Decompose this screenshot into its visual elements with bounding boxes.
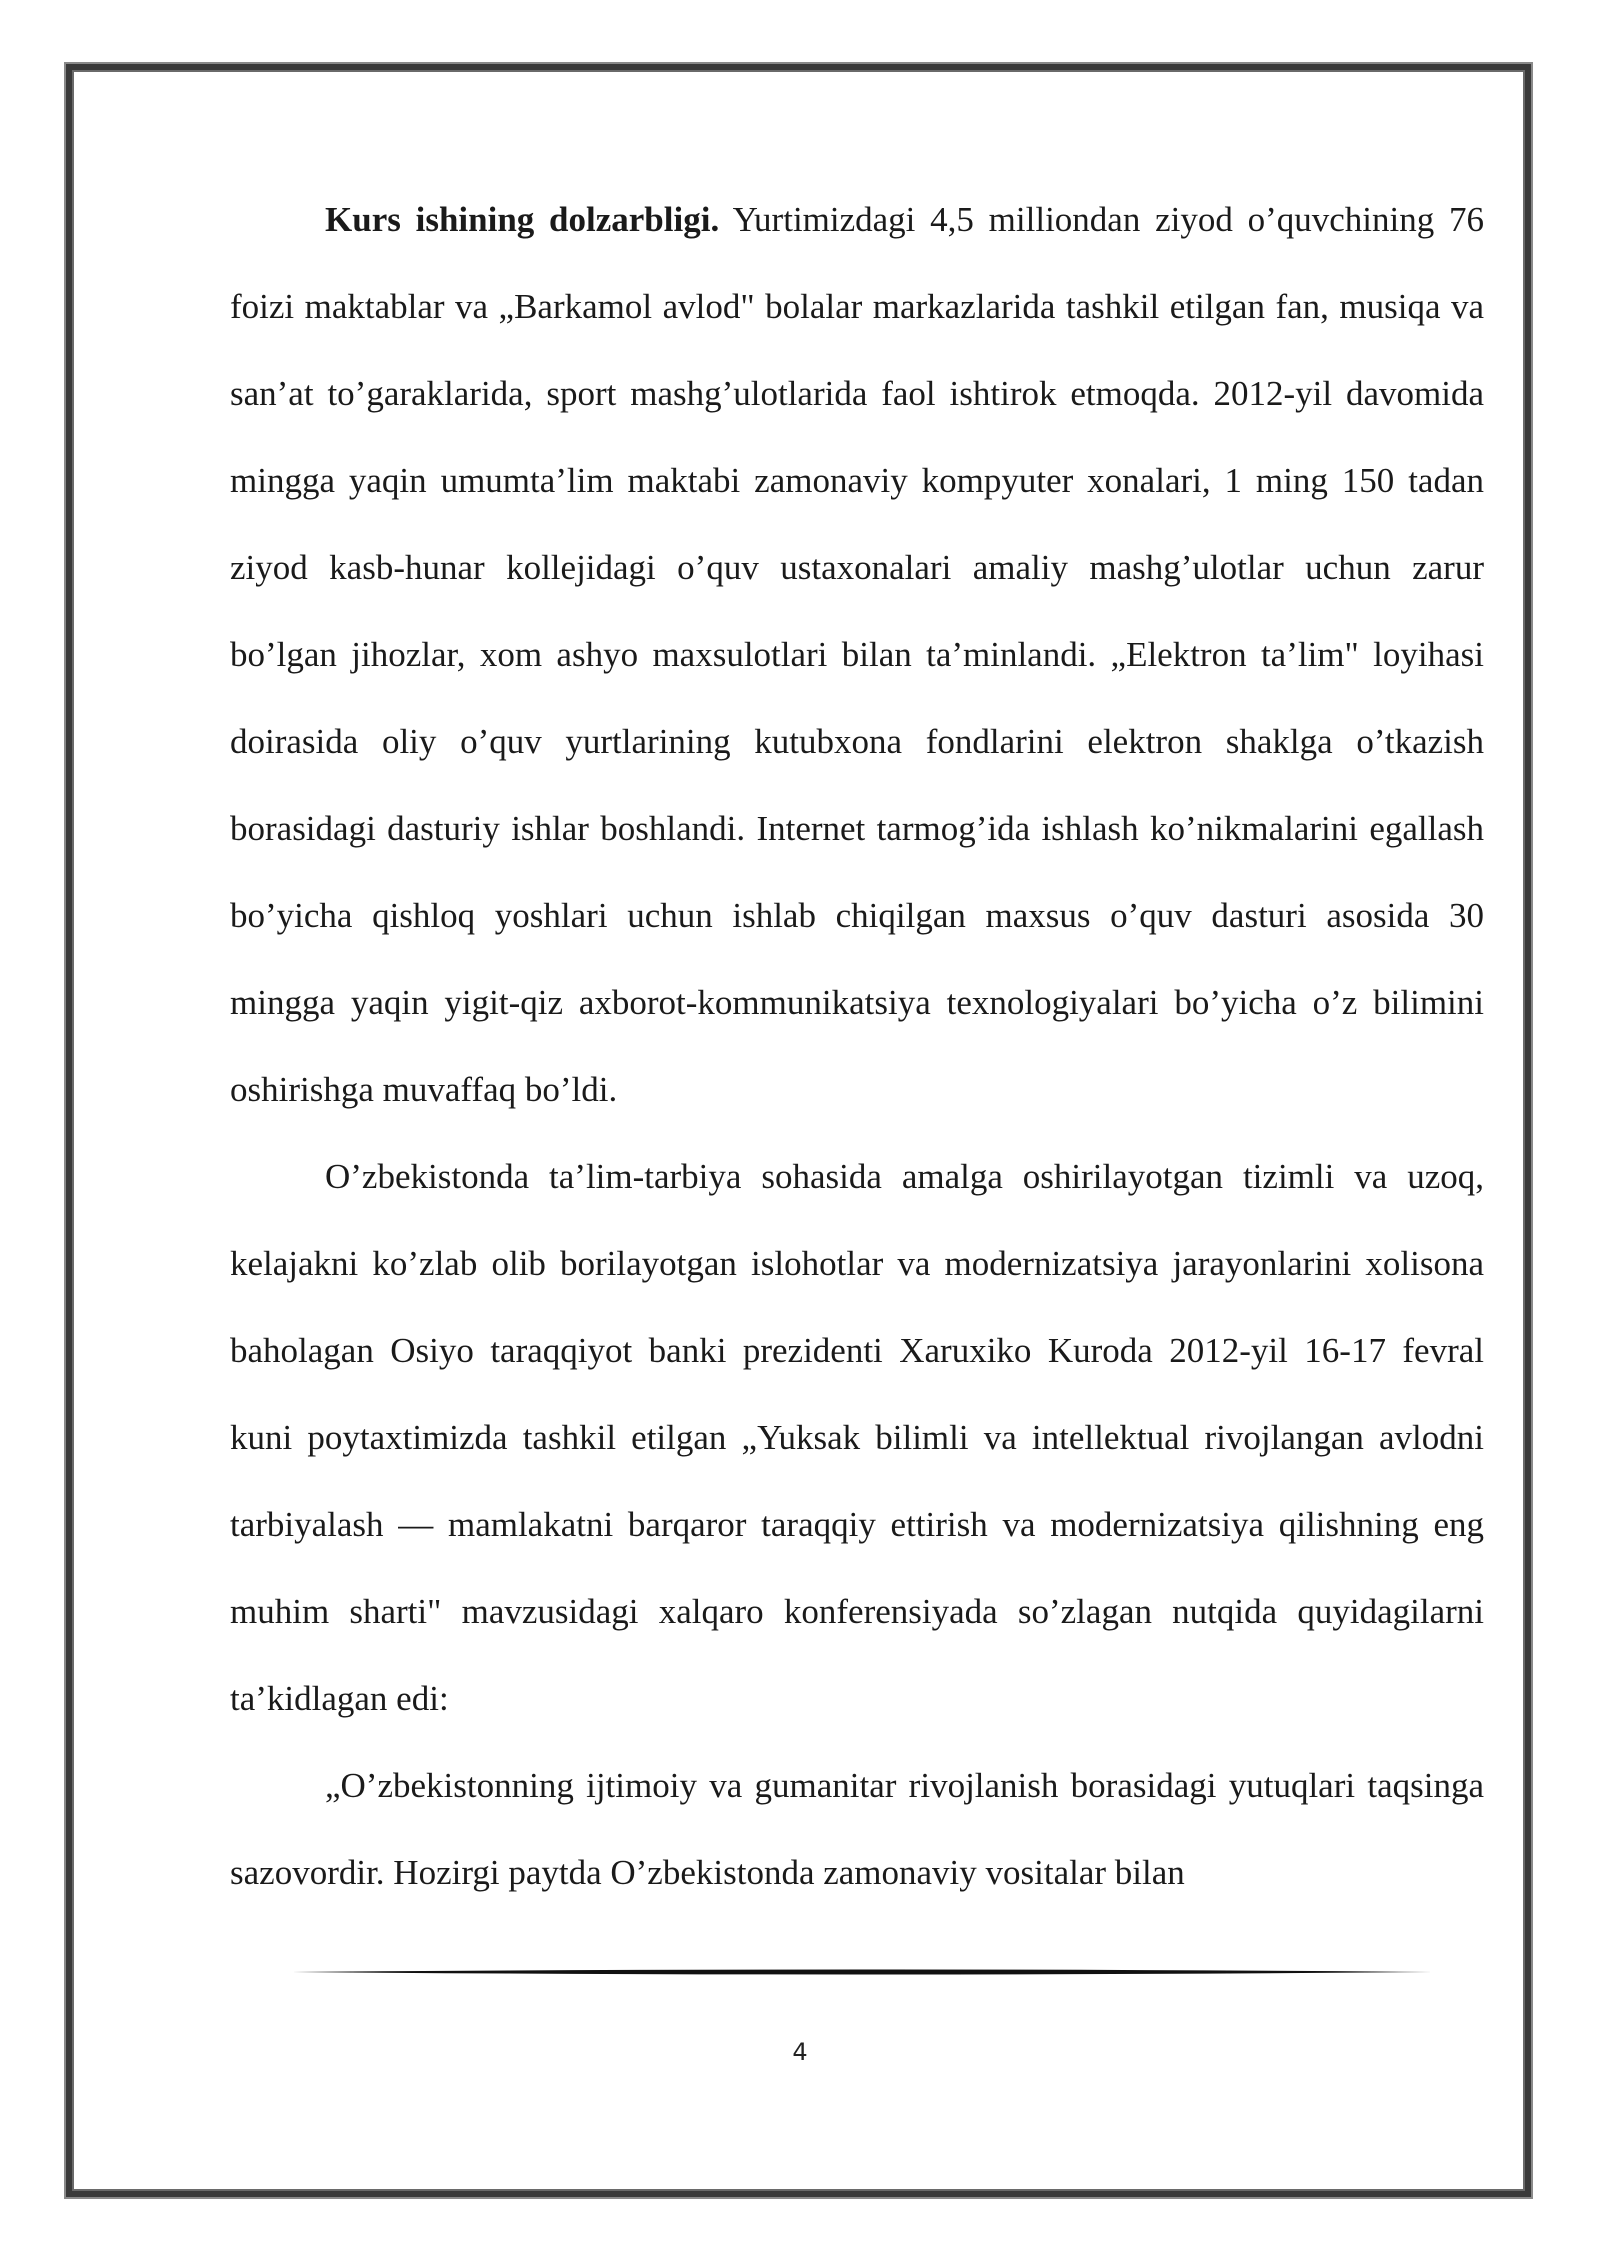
paragraph-3: „O’zbekistonning ijtimoiy va gumanitar rivojlanish borasidagi yutuqlari taqsinga sazovordir. Hozirgi paytda O’zbekistonda zamonaviy vositalar bilan <box>230 1766 1484 1892</box>
paragraph-1-text: Yurtimizdagi 4,5 milliondan ziyod o’quvchining 76 foizi maktablar va „Barkamol avlod" bolalar markazlarida tashkil etilgan fan, musiqa va san’at to’garaklarida, sport mashg’ulotlarida faol ishtirok etmoqda. 2012-yil davomida mingga yaqin umumta’lim maktabi zamonaviy kompyuter xonalari, 1 ming 150 tadan ziyod kasb-hunar kollejidagi o’quv ustaxonalari amaliy mashg’ulotlar uchun zarur bo’lgan jihozlar, xom ashyo maxsulotlari bilan ta’minlandi. „Elektron ta’lim" loyihasi doirasida oliy o’quv yurtlarining kutubxona fondlarini elektron shaklga o’tkazish borasidagi dasturiy ishlar boshlandi. Internet tarmog’ida ishlash ko’nikmalarini egallash bo’yicha qishloq yoshlari uchun ishlab chiqilgan maxsus o’quv dasturi asosida 30 mingga yaqin yigit-qiz axborot-kommunikatsiya texnologiyalari bo’yicha o’z bilimini oshirishga muvaffaq bo’ldi. <box>230 200 1484 1109</box>
section-heading-lead: Kurs ishining dolzarbligi. <box>325 200 720 239</box>
page-number: 4 <box>792 2038 808 2066</box>
document-body <box>230 176 1484 1916</box>
footer-decorative-rule <box>292 1968 1432 1976</box>
paragraph-relevance <box>230 176 1484 1133</box>
paragraph-2: O’zbekistonda ta’lim-tarbiya sohasida amalga oshirilayotgan tizimli va uzoq, kelajakni ko’zlab olib borilayotgan islohotlar va modernizatsiya jarayonlarini xolisona baholagan Osiyo taraqqiyot banki prezidenti Xaruxiko Kuroda 2012-yil 16-17 fevral kuni poytaxtimizda tashkil etilgan „Yuksak bilimli va intellektual rivojlangan avlodni tarbiyalash — mamlakatni barqaror taraqqiy ettirish va modernizatsiya qilishning eng muhim sharti" mavzusidagi xalqaro konferensiyada so’zlagan nutqida quyidagilarni ta’kidlagan edi: <box>230 1157 1484 1718</box>
